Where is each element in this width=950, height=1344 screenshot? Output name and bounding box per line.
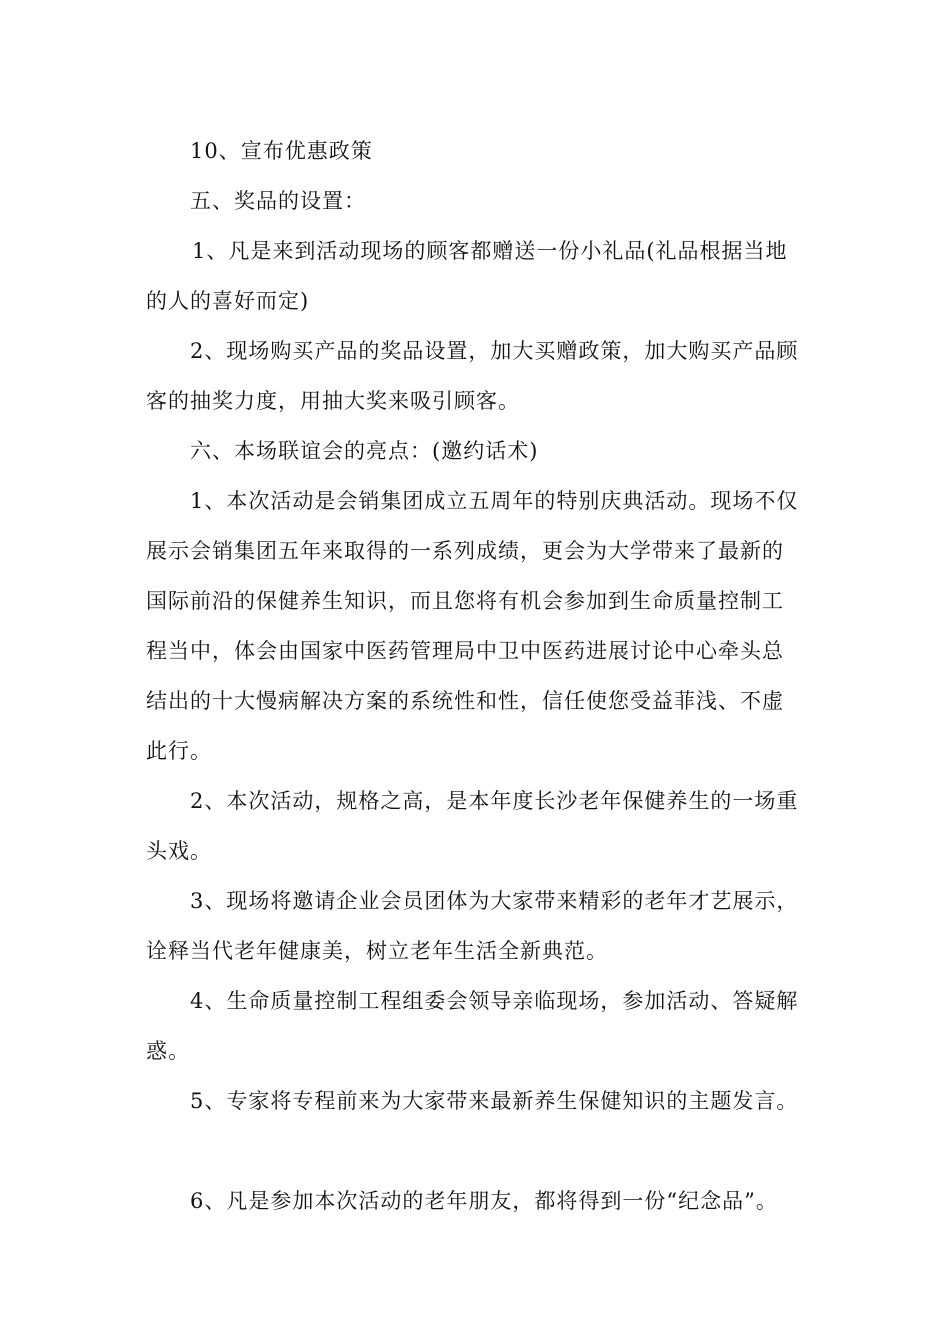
text-line: 2、现场购买产品的奖品设置，加大买赠政策，加大购买产品顾: [190, 339, 799, 363]
text-line: 2、本次活动，规格之高，是本年度长沙老年保健养生的一场重: [190, 789, 799, 813]
text-line: 3、现场将邀请企业会员团体为大家带来精彩的老年才艺展示，: [190, 889, 799, 913]
section-heading: 六、本场联谊会的亮点：(邀约话术): [190, 439, 539, 463]
text-line: 此行。: [146, 739, 212, 763]
text-line: 客的抽奖力度，用抽大奖来吸引顾客。: [146, 389, 520, 413]
text-line: 6、凡是参加本次活动的老年朋友，都将得到一份“纪念品”。: [190, 1189, 778, 1213]
text-line: 头戏。: [146, 839, 212, 863]
text-line: 展示会销集团五年来取得的一系列成绩，更会为大学带来了最新的: [146, 539, 784, 563]
text-line: 国际前沿的保健养生知识，而且您将有机会参加到生命质量控制工: [146, 589, 784, 613]
text-line: 程当中，体会由国家中医药管理局中卫中医药进展讨论中心牵头总: [146, 639, 784, 663]
text-line: 诠释当代老年健康美，树立老年生活全新典范。: [146, 939, 608, 963]
text-line: 1、本次活动是会销集团成立五周年的特别庆典活动。现场不仅: [190, 489, 799, 513]
text-line: 惑。: [146, 1039, 190, 1063]
text-line: 的人的喜好而定): [146, 289, 310, 313]
text-line: 结出的十大慢病解决方案的系统性和性，信任使您受益菲浅、不虚: [146, 689, 784, 713]
text-line: 4、生命质量控制工程组委会领导亲临现场，参加活动、答疑解: [190, 989, 799, 1013]
section-heading: 五、奖品的设置：: [190, 189, 366, 213]
text-line: 1、凡是来到活动现场的顾客都赠送一份小礼品(礼品根据当地: [192, 239, 788, 263]
text-line: 10、宣布优惠政策: [190, 139, 373, 163]
text-line: 5、专家将专程前来为大家带来最新养生保健知识的主题发言。: [190, 1089, 799, 1113]
